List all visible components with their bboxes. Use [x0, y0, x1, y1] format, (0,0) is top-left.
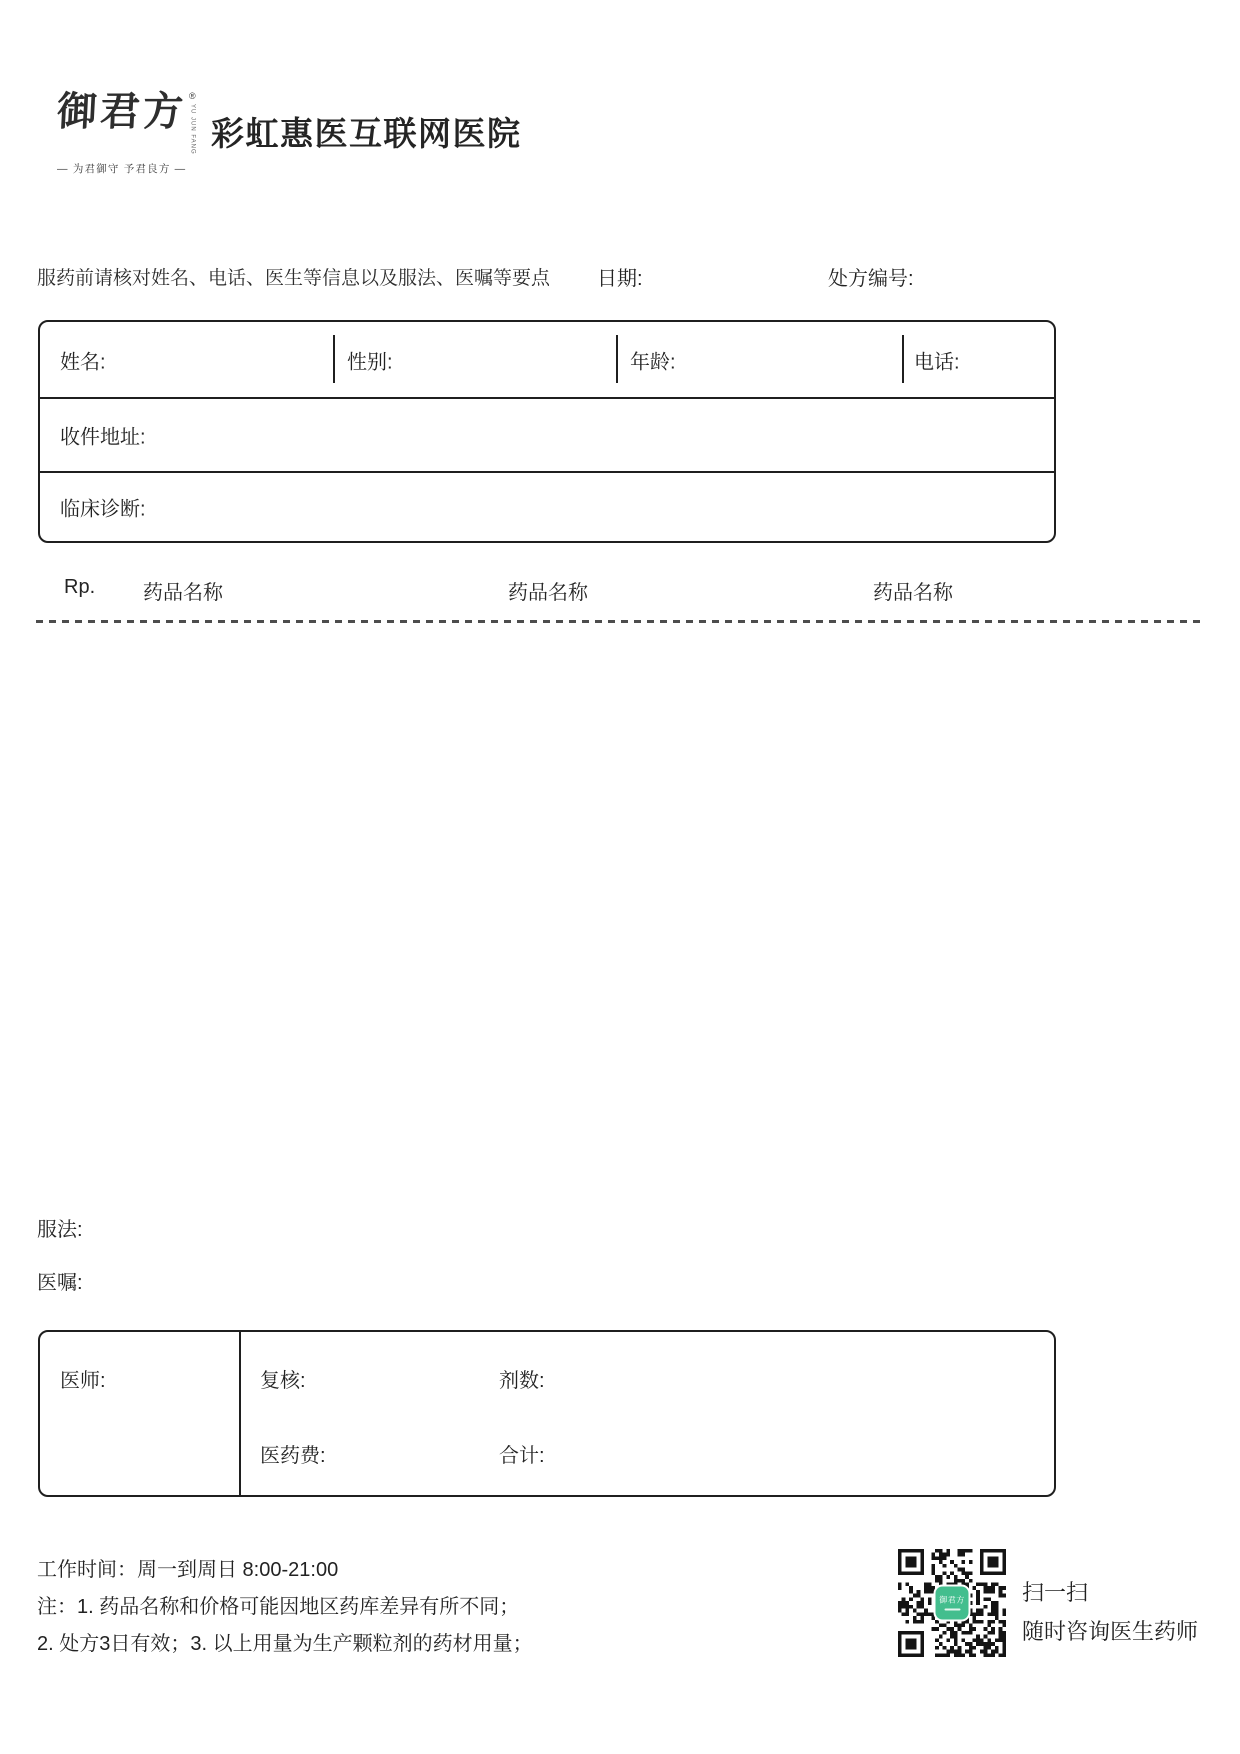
- usage-method-label: 服法:: [37, 1219, 83, 1241]
- scan-description-text: 随时咨询医生药师: [1022, 1619, 1199, 1644]
- verification-notice: 服药前请核对姓名、电话、医生等信息以及服法、医嘱等要点: [37, 268, 551, 289]
- date-label: 日期:: [597, 268, 643, 290]
- dose-count-label: 剂数:: [499, 1370, 545, 1392]
- phone-label: 电话:: [914, 351, 960, 373]
- qr-center-badge: [936, 1587, 969, 1620]
- qr-code: [898, 1549, 1006, 1657]
- note-line-2: 2. 处方3日有效；3. 以上用量为生产颗粒剂的药材用量；: [37, 1633, 533, 1655]
- drug-name-column-header: 药品名称: [508, 582, 588, 604]
- column-divider: [902, 335, 904, 383]
- brand-logo-side: [189, 90, 196, 155]
- qr-badge-brand-text: 御君方: [939, 1595, 965, 1605]
- column-divider: [333, 335, 335, 383]
- address-label: 收件地址:: [60, 426, 146, 449]
- physician-label: 医师:: [60, 1370, 106, 1392]
- signature-box: [38, 1330, 1056, 1497]
- column-divider: [239, 1332, 241, 1495]
- rx-number-label: 处方编号:: [828, 268, 914, 290]
- drug-name-column-header: 药品名称: [143, 582, 223, 604]
- rp-label: Rp.: [64, 576, 96, 598]
- rp-header-row: [0, 576, 1240, 602]
- gender-label: 性别:: [347, 351, 393, 373]
- scan-hint-text: 扫一扫: [1022, 1580, 1089, 1605]
- hospital-title: 彩虹惠医互联网医院: [211, 115, 522, 152]
- note-line-1: 注：1. 药品名称和价格可能因地区药库差异有所不同；: [37, 1596, 520, 1618]
- review-label: 复核:: [260, 1370, 306, 1392]
- medical-advice-label: 医嘱:: [37, 1272, 83, 1294]
- brand-logo-row: [57, 90, 196, 155]
- dashed-separator: [36, 620, 1204, 623]
- patient-row-address: [40, 399, 1054, 473]
- total-label: 合计:: [499, 1445, 545, 1467]
- brand-tagline: — 为君御守 予君良方 —: [57, 162, 187, 175]
- registered-trademark-icon: ®: [189, 91, 196, 101]
- patient-row-basic: [40, 322, 1054, 399]
- age-label: 年龄:: [630, 351, 676, 373]
- working-hours-text: 工作时间：周一到周日 8:00-21:00: [37, 1559, 339, 1581]
- name-label: 姓名:: [60, 351, 106, 373]
- brand-vertical-text: YU JUN FANG: [189, 104, 196, 155]
- patient-info-box: [38, 320, 1056, 543]
- brand-logo: [57, 90, 196, 176]
- drug-name-column-header: 药品名称: [873, 582, 953, 604]
- diagnosis-label: 临床诊断:: [60, 498, 146, 521]
- patient-row-diagnosis: [40, 473, 1054, 541]
- column-divider: [616, 335, 618, 383]
- brand-text: 御君方: [55, 88, 188, 135]
- medicine-fee-label: 医药费:: [260, 1445, 326, 1467]
